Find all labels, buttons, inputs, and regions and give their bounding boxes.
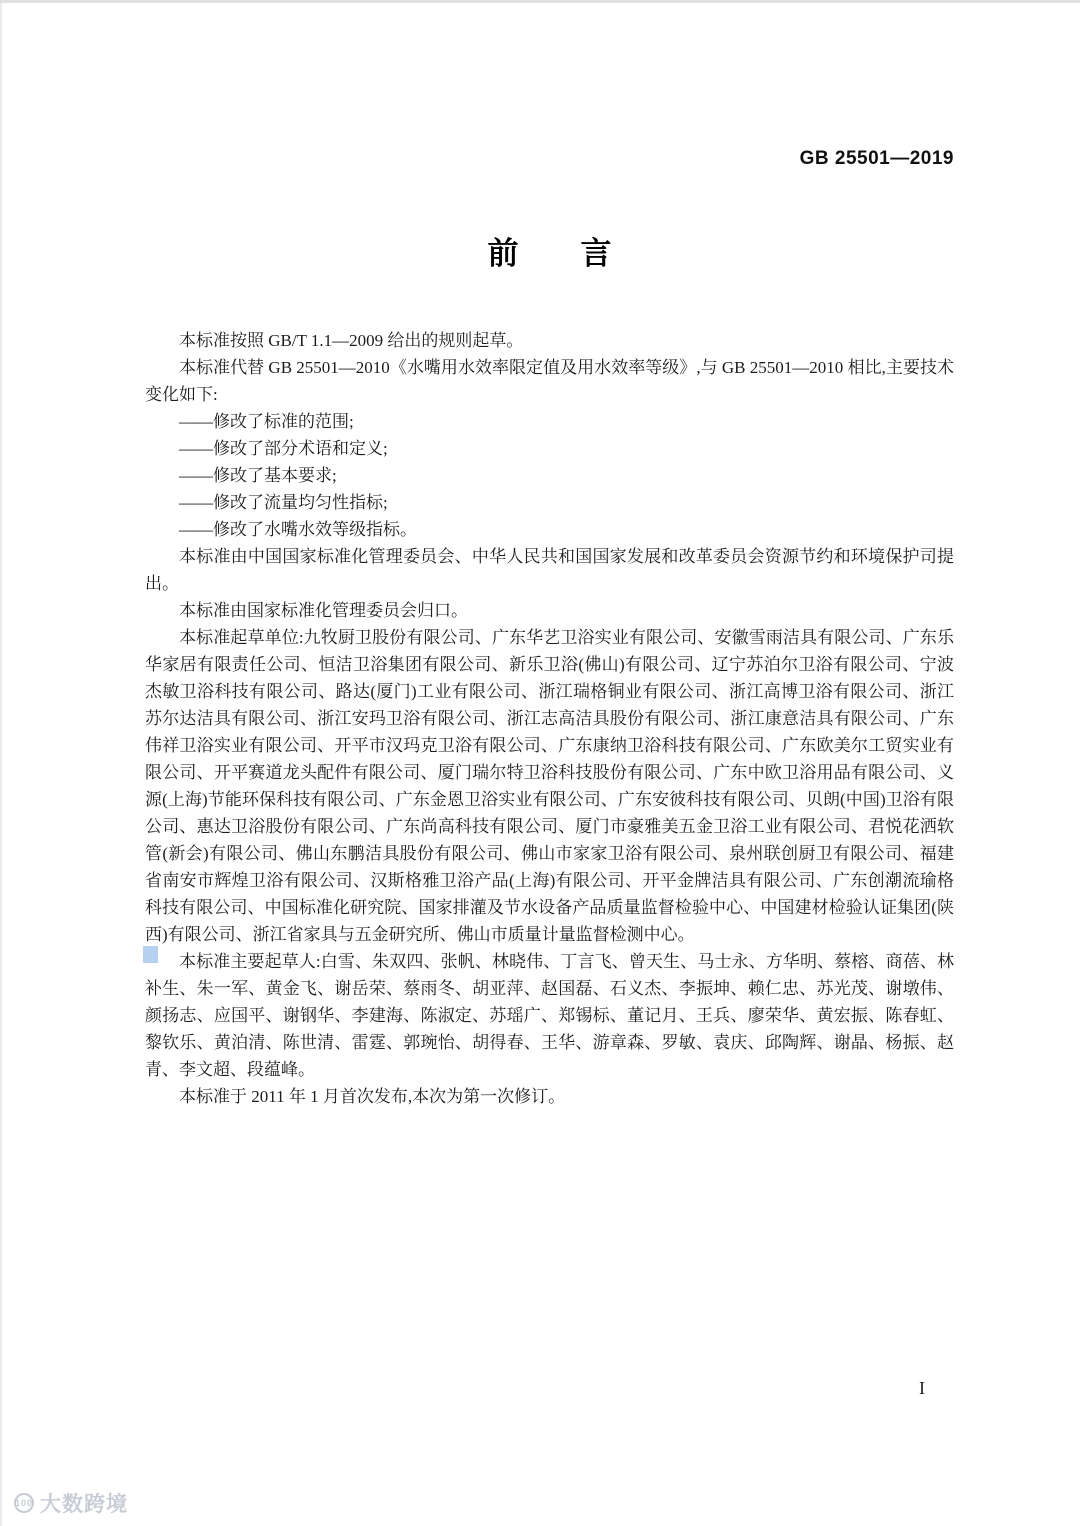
change-item-terms: ——修改了部分术语和定义; — [179, 439, 388, 458]
paragraph-drafting-organizations: 本标准起草单位:九牧厨卫股份有限公司、广东华艺卫浴实业有限公司、安徽雪雨洁具有限公司、广东乐华家居有限责任公司、恒洁卫浴集团有限公司、新乐卫浴(佛山)有限公司、辽宁苏泊尔卫浴有限公司、宁波杰敏卫浴科技有限公司、路达(厦门)工业有限公司、浙江瑞格铜业有限公司、浙江高博卫浴有限公司、浙江苏尔达洁具有限公司、浙江安玛卫浴有限公司、浙江志高洁具股份有限公司、浙江康意洁具有限公司、广东伟祥卫浴实业有限公司、开平市汉玛克卫浴有限公司、广东康纳卫浴科技有限公司、广东欧美尔工贸实业有限公司、开平赛道龙头配件有限公司、厦门瑞尔特卫浴科技股份有限公司、广东中欧卫浴用品有限公司、义源(上海)节能环保科技有限公司、广东金恩卫浴实业有限公司、广东安彼科技有限公司、贝朗(中国)卫浴有限公司、惠达卫浴股份有限公司、广东尚高科技有限公司、厦门市豪雅美五金卫浴工业有限公司、君悦花洒软管(新会)有限公司、佛山东鹏洁具股份有限公司、佛山市家家卫浴有限公司、泉州联创厨卫有限公司、福建省南安市辉煌卫浴有限公司、汉斯格雅卫浴产品(上海)有限公司、开平金牌洁具有限公司、广东创潮流瑜格科技有限公司、中国标准化研究院、国家排灌及节水设备产品质量监督检验中心、中国建材检验认证集团(陕西)有限公司、浙江省家具与五金研究所、佛山市质量计量监督检测中心。 — [145, 628, 954, 944]
page-number: I — [919, 1378, 925, 1398]
watermark — [14, 1488, 128, 1518]
watermark-logo-icon: 100 — [14, 1493, 34, 1513]
highlight-artifact — [143, 946, 158, 963]
paragraph-proposed-by: 本标准由中国国家标准化管理委员会、中华人民共和国国家发展和改革委员会资源节约和环境保护司提出。 — [145, 547, 954, 593]
watermark-text: 大数跨境 — [40, 1493, 128, 1516]
change-item-efficiency-grade: ——修改了水嘴水效等级指标。 — [179, 520, 417, 539]
change-item-flow-uniformity: ——修改了流量均匀性指标; — [179, 493, 388, 512]
change-item-requirements: ——修改了基本要求; — [179, 466, 337, 485]
paragraph-replaces: 本标准代替 GB 25501—2010《水嘴用水效率限定值及用水效率等级》,与 GB 25501—2010 相比,主要技术变化如下: — [145, 358, 954, 404]
paragraph-basis: 本标准按照 GB/T 1.1—2009 给出的规则起草。 — [179, 331, 524, 350]
paragraph-chief-drafters: 本标准主要起草人:白雪、朱双四、张帆、林晓伟、丁言飞、曾天生、马士永、方华明、蔡榕、商蓓、林补生、朱一军、黄金飞、谢岳荣、蔡雨冬、胡亚萍、赵国磊、石义杰、李振坤、赖仁忠、苏光茂、谢墩伟、颜扬志、应国平、谢钢华、李建海、陈淑定、苏瑶广、郑锡标、董记月、王兵、廖荣华、黄宏振、陈春虹、黎钦乐、黄泊清、陈世清、雷霆、郭琬怡、胡得春、王华、游章森、罗敏、袁庆、邱陶辉、谢晶、杨振、赵青、李文超、段蕴峰。 — [145, 952, 954, 1079]
paragraph-under-jurisdiction: 本标准由国家标准化管理委员会归口。 — [179, 601, 468, 620]
change-item-scope: ——修改了标准的范围; — [179, 412, 354, 431]
document-body — [145, 327, 954, 1110]
page-title: 前言 — [487, 236, 674, 271]
standard-code: GB 25501—2019 — [799, 148, 954, 169]
paragraph-publication-history: 本标准于 2011 年 1 月首次发布,本次为第一次修订。 — [179, 1087, 566, 1106]
